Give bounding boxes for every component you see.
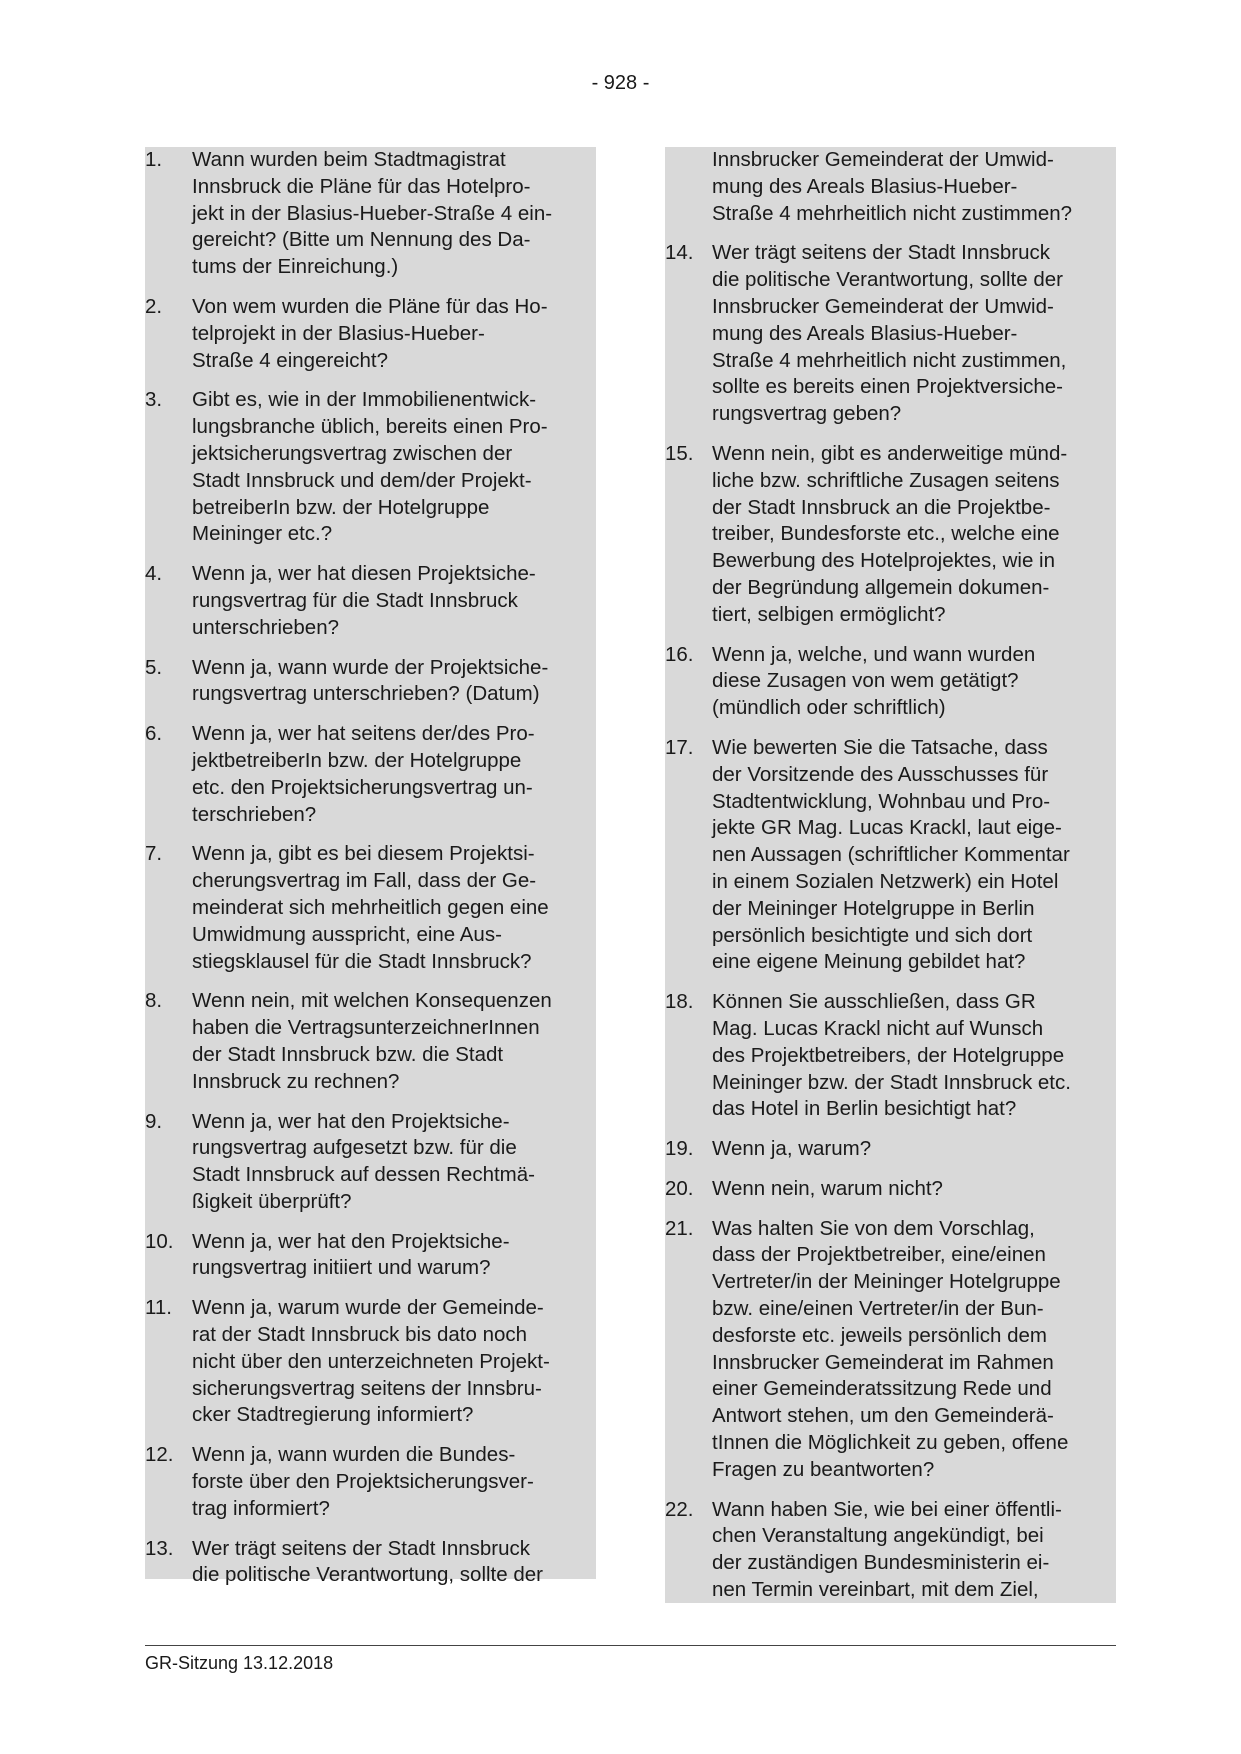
- question-number: 2.: [145, 294, 163, 318]
- footer-session-label: GR-Sitzung 13.12.2018: [145, 1653, 334, 1673]
- question-number: 19.: [665, 1137, 694, 1161]
- question-item-15: [665, 441, 1116, 629]
- question-item-17: [665, 735, 1116, 976]
- question-text: Wenn ja, warum wurde der Gemeinde- rat der Stadt Innsbruck bis dato noch nicht über den unterzeichneten Projekt- sicherungsvertrag seitens der Innsbru- cker Stadtregierung informiert?: [192, 1296, 550, 1427]
- question-item-8: [145, 988, 596, 1095]
- question-number: 21.: [665, 1216, 694, 1240]
- question-number: 15.: [665, 441, 694, 465]
- question-item-1: [145, 147, 596, 281]
- question-text: Wenn ja, gibt es bei diesem Projektsi- cherungsvertrag im Fall, dass der Ge- meinderat sich mehrheitlich gegen eine Umwidmung ausspricht, eine Aus- stiegsklausel für die Stadt Innsbruck?: [192, 842, 549, 973]
- question-text: Gibt es, wie in der Immobilienentwick- lungsbranche üblich, bereits einen Pro- jektsicherungsvertrag zwischen der Stadt Innsbruck und dem/der Projekt- betreiberIn bzw. der Hotelgruppe Meininger etc.?: [192, 388, 548, 546]
- question-number: 22.: [665, 1497, 694, 1521]
- footer-divider: [145, 1645, 1116, 1646]
- question-text: Wenn ja, wer hat diesen Projektsiche- rungsvertrag für die Stadt Innsbruck unterschrieben?: [192, 562, 536, 639]
- question-text: Wenn ja, wann wurde der Projektsiche- rungsvertrag unterschrieben? (Datum): [192, 655, 549, 706]
- question-item-12: [145, 1442, 596, 1522]
- question-number: 4.: [145, 562, 163, 586]
- question-number: 13.: [145, 1536, 174, 1560]
- question-item-16: [665, 642, 1116, 722]
- question-item-2: [145, 294, 596, 374]
- question-text: Wenn nein, gibt es anderweitige münd- liche bzw. schriftliche Zusagen seitens der Stadt Innsbruck an die Projektbe- treiber, Bundesforste etc., welche eine Bewerbung des Hotelprojektes, wie in der Begründung allgemein dokumen- tiert, selbigen ermöglicht?: [712, 441, 1068, 626]
- question-number: 5.: [145, 655, 163, 679]
- left-question-column: [145, 147, 596, 1587]
- question-number: 1.: [145, 148, 163, 171]
- question-number: 6.: [145, 722, 163, 746]
- question-number: 8.: [145, 989, 163, 1013]
- question-item-4: [145, 561, 596, 641]
- question-text: Wer trägt seitens der Stadt Innsbruck die politische Verantwortung, sollte der: [192, 1536, 543, 1587]
- question-item-3: [145, 387, 596, 548]
- question-text: Wenn ja, welche, und wann wurden diese Zusagen von wem getätigt? (mündlich oder schriftlich): [712, 642, 1036, 720]
- question-text: Wann haben Sie, wie bei einer öffentli- chen Veranstaltung angekündigt, bei der zuständigen Bundesministerin ei- nen Termin vereinbart, mit dem Ziel,: [712, 1497, 1062, 1602]
- question-item-18: [665, 989, 1116, 1123]
- question-text: Wenn nein, warum nicht?: [712, 1176, 943, 1200]
- question-item-6: [145, 721, 596, 828]
- question-number: 18.: [665, 990, 694, 1014]
- question-text: Wenn ja, wann wurden die Bundes- forste über den Projektsicherungsver- trag informiert?: [192, 1443, 534, 1520]
- question-text: Wann wurden beim Stadtmagistrat Innsbruck die Pläne für das Hotelpro- jekt in der Blasius-Hueber-Straße 4 ein- gereicht? (Bitte um Nennung des Da- tums der Einreichung.): [192, 148, 553, 279]
- question-text: Von wem wurden die Pläne für das Ho- telprojekt in der Blasius-Hueber- Straße 4 eingereicht?: [192, 294, 548, 372]
- question-text: Wie bewerten Sie die Tatsache, dass der Vorsitzende des Ausschusses für Stadtentwicklung, Wohnbau und Pro- jekte GR Mag. Lucas Krackl, laut eige- nen Aussagen (schriftlicher Kommentar in einem Sozialen Netzwerk) ein Hotel der Meininger Hotelgruppe in Berlin persönlich besichtigte und sich dort eine eigene Meinung gebildet hat?: [712, 735, 1070, 974]
- question-item-10: [145, 1229, 596, 1283]
- question-item-19: [665, 1136, 1116, 1163]
- question-text: Wenn ja, wer hat den Projektsiche- rungsvertrag initiiert und warum?: [192, 1229, 510, 1280]
- question-number: 3.: [145, 388, 163, 412]
- question-text: Wenn ja, wer hat seitens der/des Pro- jektbetreiberIn bzw. der Hotelgruppe etc. den Projektsicherungsvertrag un- terschrieben?: [192, 722, 535, 826]
- question-number: 20.: [665, 1176, 694, 1200]
- question-text: Wenn nein, mit welchen Konsequenzen haben die VertragsunterzeichnerInnen der Stadt Innsbruck bzw. die Stadt Innsbruck zu rechnen?: [192, 989, 552, 1093]
- question-text: Was halten Sie von dem Vorschlag, dass der Projektbetreiber, eine/einen Vertreter/in der Meininger Hotelgruppe bzw. eine/einen Vertreter/in der Bun- desforste etc. jeweils persönlich dem Innsbrucker Gemeinderat im Rahmen einer Gemeinderatssitzung Rede und Antwort stehen, um den Gemeinderä- tInnen die Möglichkeit zu geben, offene Fragen zu beantworten?: [712, 1216, 1069, 1481]
- page-number: - 928 -: [591, 72, 650, 94]
- question-number: 11.: [145, 1296, 172, 1320]
- question-item-9: [145, 1109, 596, 1216]
- question-item-7: [145, 841, 596, 975]
- question-number: 7.: [145, 842, 163, 866]
- question-number: 9.: [145, 1109, 163, 1133]
- question-item-21: [665, 1216, 1116, 1484]
- question-number: 17.: [665, 735, 694, 759]
- right-question-column: [665, 147, 1116, 1603]
- question-item-22: [665, 1497, 1116, 1604]
- question-number: 12.: [145, 1443, 174, 1467]
- question-number: 14.: [665, 241, 694, 265]
- question-item-14: [665, 240, 1116, 428]
- question-text: Wer trägt seitens der Stadt Innsbruck die politische Verantwortung, sollte der Innsbrucker Gemeinderat der Umwid- mung des Areals Blasius-Hueber- Straße 4 mehrheitlich nicht zustimmen, sollte es bereits einen Projektversiche- rungsvertrag geben?: [712, 241, 1067, 426]
- question-text: Wenn ja, wer hat den Projektsiche- rungsvertrag aufgesetzt bzw. für die Stadt Innsbruck auf dessen Rechtmä- ßigkeit überprüft?: [192, 1109, 535, 1213]
- question-number: 16.: [665, 642, 694, 666]
- question-13-continuation: Innsbrucker Gemeinderat der Umwid- mung des Areals Blasius-Hueber- Straße 4 mehrheitlich nicht zustimmen?: [712, 148, 1073, 225]
- question-item-13: [145, 1536, 596, 1590]
- question-item-20: [665, 1176, 1116, 1203]
- question-item-11: [145, 1295, 596, 1429]
- question-text: Wenn ja, warum?: [712, 1137, 872, 1161]
- question-item-5: [145, 655, 596, 709]
- question-text: Können Sie ausschließen, dass GR Mag. Lucas Krackl nicht auf Wunsch des Projektbetreibers, der Hotelgruppe Meininger bzw. der Stadt Innsbruck etc. das Hotel in Berlin besichtigt hat?: [712, 990, 1071, 1121]
- question-number: 10.: [145, 1229, 174, 1253]
